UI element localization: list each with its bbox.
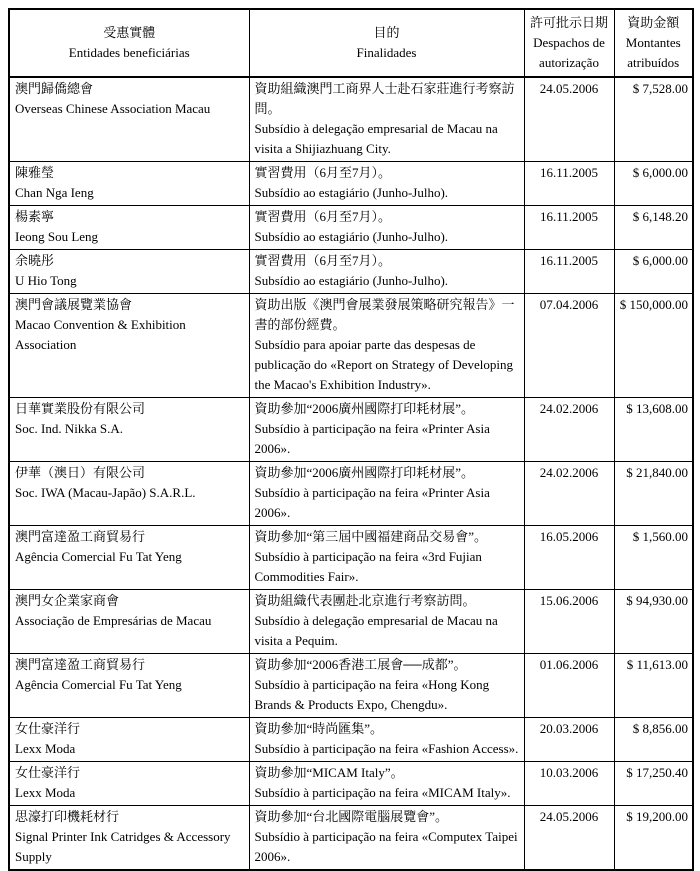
- amount-cell: $ 11,613.00: [614, 654, 693, 718]
- header-purposes-pt: Finalidades: [356, 45, 417, 60]
- entity-name-pt: Lexx Moda: [15, 741, 76, 756]
- entity-cell: [9, 206, 249, 250]
- purpose-text-pt: Subsídio ao estagiário (Junho-Julho).: [254, 229, 449, 244]
- entity-name-zh: 余曉彤: [15, 253, 55, 268]
- purpose-text-zh: 資助出版《澳門會展業發展策略研究報告》一書的部份經費。: [254, 297, 515, 332]
- purpose-cell: [249, 162, 524, 206]
- purpose-text-zh: 實習費用（6月至7月）。: [254, 165, 392, 180]
- table-row: [9, 250, 693, 294]
- entity-name-pt: Soc. Ind. Nikka S.A.: [15, 421, 123, 436]
- entity-name-pt: Signal Printer Ink Catridges & Accessory Supply: [15, 829, 231, 864]
- table-row: [9, 206, 693, 250]
- header-beneficiaries-pt: Entidades beneficiárias: [68, 45, 190, 60]
- entity-name-pt: Macao Convention & Exhibition Association: [15, 317, 186, 352]
- entity-cell: [9, 77, 249, 162]
- purpose-text-zh: 資助組織澳門工商界人士赴石家莊進行考察訪問。: [254, 81, 515, 116]
- amount-cell: $ 6,000.00: [614, 162, 693, 206]
- purpose-text-pt: Subsídio à delegação empresarial de Macau na visita a Pequim.: [254, 613, 498, 648]
- entity-name-zh: 澳門會議展覽業協會: [15, 297, 133, 312]
- entity-cell: [9, 526, 249, 590]
- table-row: [9, 294, 693, 398]
- amount-cell: $ 1,560.00: [614, 526, 693, 590]
- authorization-date-cell: 15.06.2006: [524, 590, 614, 654]
- entity-name-zh: 思濠打印機耗材行: [15, 809, 120, 824]
- table-row: [9, 77, 693, 162]
- table-row: [9, 462, 693, 526]
- entity-name-zh: 澳門富達盈工商貿易行: [15, 657, 146, 672]
- authorization-date-cell: 16.05.2006: [524, 526, 614, 590]
- authorization-date-cell: 24.02.2006: [524, 462, 614, 526]
- header-authorization-date-zh: 許可批示日期: [529, 15, 608, 30]
- purpose-text-zh: 資助參加“MICAM Italy”。: [254, 765, 404, 780]
- purpose-text-zh: 資助參加“台北國際電腦展覽會”。: [254, 809, 449, 824]
- entity-name-pt: Chan Nga Ieng: [15, 185, 94, 200]
- purpose-text-zh: 資助參加“2006廣州國際打印耗材展”。: [254, 465, 475, 480]
- amount-cell: $ 94,930.00: [614, 590, 693, 654]
- table-row: [9, 590, 693, 654]
- purpose-text-zh: 資助參加“第三屆中國福建商品交易會”。: [254, 529, 488, 544]
- purpose-text-zh: 資助組織代表團赴北京進行考察訪問。: [254, 593, 476, 608]
- purpose-text-pt: Subsídio à participação na feira «3rd Fujian Commodities Fair».: [254, 549, 482, 584]
- table-body: [9, 77, 693, 870]
- entity-cell: [9, 762, 249, 806]
- entity-name-zh: 伊華（澳日）有限公司: [15, 465, 146, 480]
- purpose-text-pt: Subsídio à participação na feira «Printer Asia 2006».: [254, 421, 490, 456]
- table-row: [9, 654, 693, 718]
- authorization-date-cell: 01.06.2006: [524, 654, 614, 718]
- purpose-text-pt: Subsídio ao estagiário (Junho-Julho).: [254, 273, 449, 288]
- header-row: [9, 9, 693, 77]
- entity-name-pt: Agência Comercial Fu Tat Yeng: [15, 677, 182, 692]
- entity-cell: [9, 718, 249, 762]
- purpose-text-pt: Subsídio à participação na feira «Printer Asia 2006».: [254, 485, 490, 520]
- entity-cell: [9, 294, 249, 398]
- amount-cell: $ 8,856.00: [614, 718, 693, 762]
- entity-name-pt: Lexx Moda: [15, 785, 76, 800]
- subsidies-table: [8, 8, 694, 871]
- entity-name-pt: Ieong Sou Leng: [15, 229, 99, 244]
- purpose-text-zh: 資助參加“2006廣州國際打印耗材展”。: [254, 401, 475, 416]
- table-row: [9, 806, 693, 871]
- authorization-date-cell: 20.03.2006: [524, 718, 614, 762]
- header-amount: [614, 9, 693, 77]
- entity-cell: [9, 654, 249, 718]
- purpose-text-pt: Subsídio à delegação empresarial de Macau na visita a Shijiazhuang City.: [254, 121, 498, 156]
- entity-name-zh: 澳門女企業家商會: [15, 593, 120, 608]
- purpose-cell: [249, 718, 524, 762]
- entity-cell: [9, 806, 249, 871]
- entity-name-pt: Associação de Empresárias de Macau: [15, 613, 212, 628]
- table-row: [9, 718, 693, 762]
- amount-cell: $ 150,000.00: [614, 294, 693, 398]
- purpose-cell: [249, 526, 524, 590]
- table-row: [9, 526, 693, 590]
- purpose-text-zh: 資助參加“2006香港工展會──成都”。: [254, 657, 467, 672]
- entity-name-zh: 澳門歸僑總會: [15, 81, 94, 96]
- authorization-date-cell: 24.05.2006: [524, 806, 614, 871]
- entity-name-pt: Agência Comercial Fu Tat Yeng: [15, 549, 182, 564]
- table-row: [9, 398, 693, 462]
- entity-cell: [9, 398, 249, 462]
- entity-name-zh: 日華實業股份有限公司: [15, 401, 146, 416]
- amount-cell: $ 19,200.00: [614, 806, 693, 871]
- purpose-cell: [249, 77, 524, 162]
- authorization-date-cell: 07.04.2006: [524, 294, 614, 398]
- entity-name-zh: 澳門富達盈工商貿易行: [15, 529, 146, 544]
- entity-cell: [9, 462, 249, 526]
- authorization-date-cell: 24.05.2006: [524, 77, 614, 162]
- entity-name-zh: 陳雅瑩: [15, 165, 55, 180]
- header-amount-zh: 資助金額: [627, 15, 680, 30]
- purpose-cell: [249, 806, 524, 871]
- purpose-text-pt: Subsídio à participação na feira «MICAM Italy».: [254, 785, 511, 800]
- entity-name-zh: 女仕豪洋行: [15, 765, 81, 780]
- header-purposes-zh: 目的: [373, 25, 400, 40]
- table-row: [9, 762, 693, 806]
- purpose-cell: [249, 250, 524, 294]
- table-row: [9, 162, 693, 206]
- amount-cell: $ 6,148.20: [614, 206, 693, 250]
- purpose-cell: [249, 654, 524, 718]
- purpose-text-pt: Subsídio à participação na feira «Computex Taipei 2006».: [254, 829, 518, 864]
- purpose-text-zh: 實習費用（6月至7月）。: [254, 209, 392, 224]
- amount-cell: $ 21,840.00: [614, 462, 693, 526]
- header-authorization-date-pt: Despachos de autorização: [533, 35, 605, 70]
- purpose-cell: [249, 294, 524, 398]
- authorization-date-cell: 16.11.2005: [524, 162, 614, 206]
- purpose-cell: [249, 206, 524, 250]
- header-amount-pt: Montantes atribuídos: [625, 35, 681, 70]
- authorization-date-cell: 24.02.2006: [524, 398, 614, 462]
- purpose-cell: [249, 590, 524, 654]
- purpose-cell: [249, 762, 524, 806]
- header-beneficiaries-zh: 受惠實體: [103, 25, 156, 40]
- entity-cell: [9, 590, 249, 654]
- entity-cell: [9, 250, 249, 294]
- header-authorization-date: [524, 9, 614, 77]
- purpose-text-pt: Subsídio para apoiar parte das despesas de publicação do «Report on Strategy of Developing the Macao's Exhibition Industry».: [254, 337, 513, 392]
- purpose-text-zh: 實習費用（6月至7月）。: [254, 253, 392, 268]
- authorization-date-cell: 16.11.2005: [524, 250, 614, 294]
- amount-cell: $ 7,528.00: [614, 77, 693, 162]
- entity-name-pt: U Hio Tong: [15, 273, 77, 288]
- entity-name-zh: 楊素寧: [15, 209, 55, 224]
- header-beneficiaries: [9, 9, 249, 77]
- entity-name-pt: Soc. IWA (Macau-Japão) S.A.R.L.: [15, 485, 196, 500]
- amount-cell: $ 13,608.00: [614, 398, 693, 462]
- table-header: [9, 9, 693, 77]
- purpose-cell: [249, 462, 524, 526]
- authorization-date-cell: 16.11.2005: [524, 206, 614, 250]
- amount-cell: $ 6,000.00: [614, 250, 693, 294]
- purpose-cell: [249, 398, 524, 462]
- purpose-text-pt: Subsídio à participação na feira «Fashion Access».: [254, 741, 519, 756]
- amount-cell: $ 17,250.40: [614, 762, 693, 806]
- purpose-text-zh: 資助參加“時尚匯集”。: [254, 721, 384, 736]
- purpose-text-pt: Subsídio à participação na feira «Hong Kong Brands & Products Expo, Chengdu».: [254, 677, 490, 712]
- header-purposes: [249, 9, 524, 77]
- authorization-date-cell: 10.03.2006: [524, 762, 614, 806]
- entity-name-pt: Overseas Chinese Association Macau: [15, 101, 211, 116]
- entity-cell: [9, 162, 249, 206]
- entity-name-zh: 女仕豪洋行: [15, 721, 81, 736]
- purpose-text-pt: Subsídio ao estagiário (Junho-Julho).: [254, 185, 449, 200]
